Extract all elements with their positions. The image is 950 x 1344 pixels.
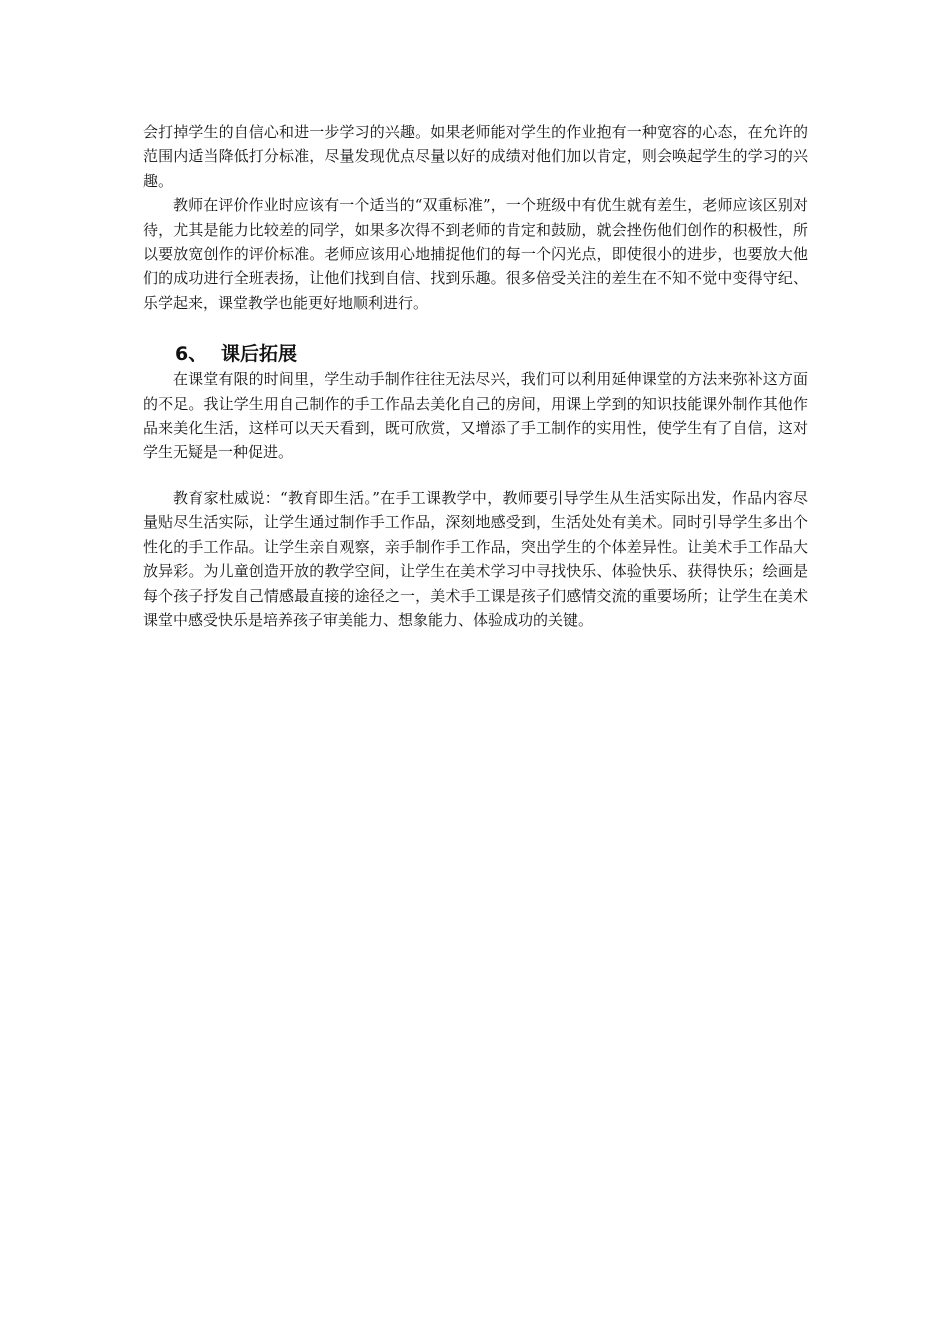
section-number: 6、 bbox=[175, 343, 208, 366]
paragraph-extension: 在课堂有限的时间里，学生动手制作往往无法尽兴，我们可以利用延伸课堂的方法来弥补这方面的不足。我让学生用自己制作的手工作品去美化自己的房间，用课上学到的知识技能课外制作其他作品来美化生活，这样可以天天看到，既可欣赏，又增添了手工制作的实用性，使学生有了自信，这对学生无疑是一种促进。 bbox=[143, 370, 808, 462]
paragraph-grading-tolerance: 会打掉学生的自信心和进一步学习的兴趣。如果老师能对学生的作业抱有一种宽容的心态，在允许的范围内适当降低打分标准，尽量发现优点尽量以好的成绩对他们加以肯定，则会唤起学生的学习的兴趣。 bbox=[143, 123, 808, 190]
document-page bbox=[143, 120, 808, 632]
section-heading bbox=[143, 341, 808, 367]
paragraph-double-standard: 教师在评价作业时应该有一个适当的“双重标准”，一个班级中有优生就有差生，老师应该区别对待，尤其是能力比较差的同学，如果多次得不到老师的肯定和鼓励，就会挫伤他们创作的积极性，所以要放宽创作的评价标准。老师应该用心地捕捉他们的每一个闪光点，即使很小的进步，也要放大他们的成功进行全班表扬，让他们找到自信、找到乐趣。很多倍受关注的差生在不知不觉中变得守纪、乐学起来，课堂教学也能更好地顺利进行。 bbox=[143, 196, 808, 312]
paragraph-dewey-quote: 教育家杜威说：“教育即生活。”在手工课教学中，教师要引导学生从生活实际出发，作品内容尽量贴尽生活实际，让学生通过制作手工作品，深刻地感受到，生活处处有美术。同时引导学生多出个性化的手工作品。让学生亲自观察，亲手制作手工作品，突出学生的个体差异性。让美术手工作品大放异彩。为儿童创造开放的教学空间，让学生在美术学习中寻找快乐、体验快乐、获得快乐；绘画是每个孩子抒发自己情感最直接的途径之一，美术手工课是孩子们感情交流的重要场所；让学生在美术课堂中感受快乐是培养孩子审美能力、想象能力、体验成功的关键。 bbox=[143, 488, 808, 629]
section-title: 课后拓展 bbox=[221, 343, 298, 366]
